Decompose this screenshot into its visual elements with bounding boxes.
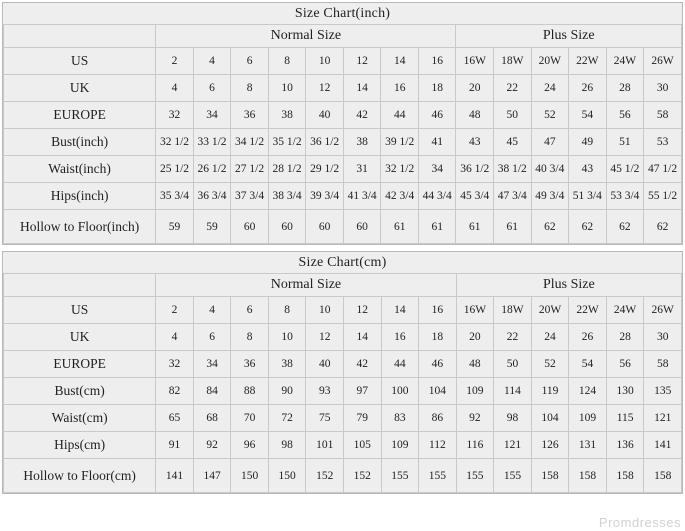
cell: 83 <box>381 405 419 432</box>
cell: 86 <box>419 405 457 432</box>
cell: 50 <box>494 351 532 378</box>
cell: 97 <box>344 378 382 405</box>
cell: 22W <box>569 297 607 324</box>
cell: 109 <box>381 432 419 459</box>
cell: 49 <box>569 129 607 156</box>
cell: 61 <box>494 210 532 244</box>
table-row <box>4 351 682 378</box>
cell: 40 <box>306 351 344 378</box>
cell: 121 <box>644 405 682 432</box>
cell: 40 3/4 <box>531 156 569 183</box>
cell: 158 <box>644 459 682 493</box>
cell: 8 <box>268 48 306 75</box>
cell: 56 <box>606 102 644 129</box>
cell: 22 <box>494 75 532 102</box>
cell: 31 <box>343 156 381 183</box>
row-label-europe: EUROPE <box>4 351 156 378</box>
cell: 22W <box>569 48 607 75</box>
cell: 141 <box>156 459 194 493</box>
cell: 47 3/4 <box>494 183 532 210</box>
cell: 18 <box>418 75 456 102</box>
cell: 115 <box>606 405 644 432</box>
cell: 34 <box>193 102 231 129</box>
row-label-hollow-to-floor: Hollow to Floor(cm) <box>4 459 156 493</box>
cell: 16 <box>381 75 419 102</box>
cell: 45 3/4 <box>456 183 494 210</box>
group-header-plus-size: Plus Size <box>456 25 682 48</box>
cell: 14 <box>343 75 381 102</box>
cell: 28 <box>606 75 644 102</box>
cell: 27 1/2 <box>231 156 269 183</box>
table-row <box>4 297 682 324</box>
cell: 130 <box>606 378 644 405</box>
cell: 48 <box>456 351 494 378</box>
cell: 34 <box>418 156 456 183</box>
group-header-normal-size: Normal Size <box>156 25 456 48</box>
cell: 38 <box>343 129 381 156</box>
cell: 14 <box>381 48 419 75</box>
cell: 38 3/4 <box>268 183 306 210</box>
cell: 98 <box>494 405 532 432</box>
cell: 34 1/2 <box>231 129 269 156</box>
cell: 88 <box>231 378 269 405</box>
row-label-europe: EUROPE <box>4 102 156 129</box>
row-label-us: US <box>4 48 156 75</box>
cell: 45 1/2 <box>606 156 644 183</box>
cell: 135 <box>644 378 682 405</box>
cell: 109 <box>569 405 607 432</box>
cell: 16 <box>419 297 457 324</box>
cell: 38 <box>268 351 306 378</box>
cell: 152 <box>306 459 344 493</box>
table-row <box>4 378 682 405</box>
group-header-plus-size: Plus Size <box>456 274 681 297</box>
cell: 43 <box>569 156 607 183</box>
cell: 126 <box>531 432 569 459</box>
cell: 8 <box>231 324 269 351</box>
row-label-uk: UK <box>4 75 156 102</box>
cell: 28 1/2 <box>268 156 306 183</box>
table-row <box>4 48 682 75</box>
cell: 24 <box>531 324 569 351</box>
table-row <box>4 459 682 493</box>
cell: 155 <box>381 459 419 493</box>
cell: 26W <box>644 297 682 324</box>
cell: 32 1/2 <box>381 156 419 183</box>
cell: 36 <box>231 102 269 129</box>
cell: 158 <box>606 459 644 493</box>
cell: 92 <box>456 405 494 432</box>
cell: 10 <box>268 75 306 102</box>
cell: 4 <box>156 75 194 102</box>
row-label-waist: Waist(inch) <box>4 156 156 183</box>
cell: 10 <box>268 324 306 351</box>
cell: 26 <box>569 75 607 102</box>
cell: 45 <box>494 129 532 156</box>
size-chart-inch-table <box>3 3 682 244</box>
cell: 36 1/2 <box>456 156 494 183</box>
cell: 29 1/2 <box>306 156 344 183</box>
table-row <box>4 183 682 210</box>
cell: 101 <box>306 432 344 459</box>
cell: 98 <box>268 432 306 459</box>
cell: 47 <box>531 129 569 156</box>
cell: 6 <box>193 324 231 351</box>
cell: 96 <box>231 432 269 459</box>
cell: 39 1/2 <box>381 129 419 156</box>
cell: 10 <box>306 297 344 324</box>
cell: 18W <box>494 48 532 75</box>
cell: 61 <box>381 210 419 244</box>
cell: 16 <box>418 48 456 75</box>
cell: 155 <box>456 459 494 493</box>
table-row <box>4 75 682 102</box>
row-label-bust: Bust(inch) <box>4 129 156 156</box>
cell: 62 <box>569 210 607 244</box>
cell: 124 <box>569 378 607 405</box>
cell: 84 <box>193 378 231 405</box>
cell: 16W <box>456 48 494 75</box>
cell: 62 <box>531 210 569 244</box>
cell: 38 1/2 <box>494 156 532 183</box>
cell: 53 3/4 <box>606 183 644 210</box>
row-label-us: US <box>4 297 156 324</box>
cell: 40 <box>306 102 344 129</box>
cell: 52 <box>531 351 569 378</box>
group-header-normal-size: Normal Size <box>156 274 456 297</box>
cell: 28 <box>606 324 644 351</box>
cell: 92 <box>193 432 231 459</box>
cell: 36 1/2 <box>306 129 344 156</box>
table-row-group-header <box>4 274 682 297</box>
cell: 34 <box>193 351 231 378</box>
cell: 12 <box>343 48 381 75</box>
corner-cell <box>4 274 156 297</box>
cell: 105 <box>344 432 382 459</box>
cell: 42 <box>344 351 382 378</box>
cell: 32 <box>156 102 194 129</box>
cell: 24W <box>606 297 644 324</box>
cell: 30 <box>644 75 682 102</box>
cell: 12 <box>306 324 344 351</box>
cell: 147 <box>193 459 231 493</box>
cell: 152 <box>344 459 382 493</box>
cell: 6 <box>231 297 269 324</box>
cell: 20W <box>531 297 569 324</box>
corner-cell <box>4 25 156 48</box>
cell: 24W <box>606 48 644 75</box>
cell: 38 <box>268 102 306 129</box>
cell: 72 <box>268 405 306 432</box>
table-row <box>4 156 682 183</box>
cell: 33 1/2 <box>193 129 231 156</box>
cell: 62 <box>644 210 682 244</box>
cell: 82 <box>156 378 194 405</box>
cell: 46 <box>418 102 456 129</box>
cell: 20 <box>456 75 494 102</box>
cell: 49 3/4 <box>531 183 569 210</box>
cell: 44 <box>381 102 419 129</box>
cell: 60 <box>231 210 269 244</box>
size-chart-cm-block <box>2 251 683 494</box>
cell: 18 <box>419 324 457 351</box>
cell: 136 <box>606 432 644 459</box>
cell: 20W <box>531 48 569 75</box>
cell: 26W <box>644 48 682 75</box>
table-row <box>4 405 682 432</box>
row-label-hips: Hips(inch) <box>4 183 156 210</box>
cell: 53 <box>644 129 682 156</box>
cell: 65 <box>156 405 194 432</box>
cell: 60 <box>306 210 344 244</box>
cell: 20 <box>456 324 494 351</box>
cell: 24 <box>531 75 569 102</box>
table-row <box>4 210 682 244</box>
cell: 26 <box>569 324 607 351</box>
cell: 16 <box>381 324 419 351</box>
cell: 46 <box>419 351 457 378</box>
cell: 155 <box>494 459 532 493</box>
cell: 121 <box>494 432 532 459</box>
row-label-hollow-to-floor: Hollow to Floor(inch) <box>4 210 156 244</box>
cell: 68 <box>193 405 231 432</box>
cell: 43 <box>456 129 494 156</box>
cell: 100 <box>381 378 419 405</box>
cell: 6 <box>193 75 231 102</box>
cell: 37 3/4 <box>231 183 269 210</box>
table-row <box>4 432 682 459</box>
cell: 141 <box>644 432 682 459</box>
cell: 47 1/2 <box>644 156 682 183</box>
cell: 4 <box>156 324 194 351</box>
chart-title-cm: Size Chart(cm) <box>4 252 682 274</box>
chart-title-inch: Size Chart(inch) <box>4 3 682 25</box>
cell: 41 3/4 <box>343 183 381 210</box>
cell: 61 <box>456 210 494 244</box>
cell: 16W <box>456 297 494 324</box>
row-label-waist: Waist(cm) <box>4 405 156 432</box>
size-chart-page <box>0 2 685 531</box>
cell: 79 <box>344 405 382 432</box>
cell: 54 <box>569 351 607 378</box>
size-chart-cm-table <box>3 252 682 493</box>
cell: 52 <box>531 102 569 129</box>
cell: 42 3/4 <box>381 183 419 210</box>
cell: 58 <box>644 102 682 129</box>
cell: 35 1/2 <box>268 129 306 156</box>
cell: 90 <box>268 378 306 405</box>
cell: 56 <box>606 351 644 378</box>
cell: 155 <box>419 459 457 493</box>
cell: 62 <box>606 210 644 244</box>
cell: 6 <box>231 48 269 75</box>
cell: 70 <box>231 405 269 432</box>
size-chart-inch-block <box>2 2 683 245</box>
cell: 26 1/2 <box>193 156 231 183</box>
cell: 104 <box>531 405 569 432</box>
cell: 109 <box>456 378 494 405</box>
cell: 4 <box>193 48 231 75</box>
cell: 14 <box>381 297 419 324</box>
cell: 35 3/4 <box>156 183 194 210</box>
cell: 14 <box>344 324 382 351</box>
cell: 150 <box>231 459 269 493</box>
cell: 150 <box>268 459 306 493</box>
cell: 59 <box>156 210 194 244</box>
cell: 93 <box>306 378 344 405</box>
cell: 12 <box>344 297 382 324</box>
row-label-uk: UK <box>4 324 156 351</box>
cell: 59 <box>193 210 231 244</box>
cell: 116 <box>456 432 494 459</box>
table-row <box>4 324 682 351</box>
table-row-group-header <box>4 25 682 48</box>
cell: 2 <box>156 48 194 75</box>
cell: 55 1/2 <box>644 183 682 210</box>
cell: 36 3/4 <box>193 183 231 210</box>
cell: 2 <box>156 297 194 324</box>
cell: 12 <box>306 75 344 102</box>
cell: 60 <box>268 210 306 244</box>
cell: 8 <box>268 297 306 324</box>
cell: 54 <box>569 102 607 129</box>
cell: 114 <box>494 378 532 405</box>
cell: 50 <box>494 102 532 129</box>
cell: 91 <box>156 432 194 459</box>
cell: 51 3/4 <box>569 183 607 210</box>
watermark-text: Promdresses <box>598 515 681 530</box>
cell: 32 <box>156 351 194 378</box>
cell: 119 <box>531 378 569 405</box>
cell: 51 <box>606 129 644 156</box>
cell: 18W <box>494 297 532 324</box>
cell: 112 <box>419 432 457 459</box>
cell: 75 <box>306 405 344 432</box>
cell: 41 <box>418 129 456 156</box>
cell: 8 <box>231 75 269 102</box>
table-row <box>4 129 682 156</box>
table-row-title <box>4 3 682 25</box>
cell: 61 <box>418 210 456 244</box>
cell: 36 <box>231 351 269 378</box>
cell: 32 1/2 <box>156 129 194 156</box>
cell: 10 <box>306 48 344 75</box>
cell: 22 <box>494 324 532 351</box>
cell: 158 <box>531 459 569 493</box>
cell: 39 3/4 <box>306 183 344 210</box>
row-label-hips: Hips(cm) <box>4 432 156 459</box>
table-row <box>4 102 682 129</box>
cell: 44 3/4 <box>418 183 456 210</box>
cell: 30 <box>644 324 682 351</box>
cell: 131 <box>569 432 607 459</box>
cell: 25 1/2 <box>156 156 194 183</box>
cell: 60 <box>343 210 381 244</box>
cell: 58 <box>644 351 682 378</box>
cell: 44 <box>381 351 419 378</box>
cell: 104 <box>419 378 457 405</box>
cell: 42 <box>343 102 381 129</box>
row-label-bust: Bust(cm) <box>4 378 156 405</box>
cell: 158 <box>569 459 607 493</box>
cell: 48 <box>456 102 494 129</box>
cell: 4 <box>193 297 231 324</box>
table-row-title <box>4 252 682 274</box>
